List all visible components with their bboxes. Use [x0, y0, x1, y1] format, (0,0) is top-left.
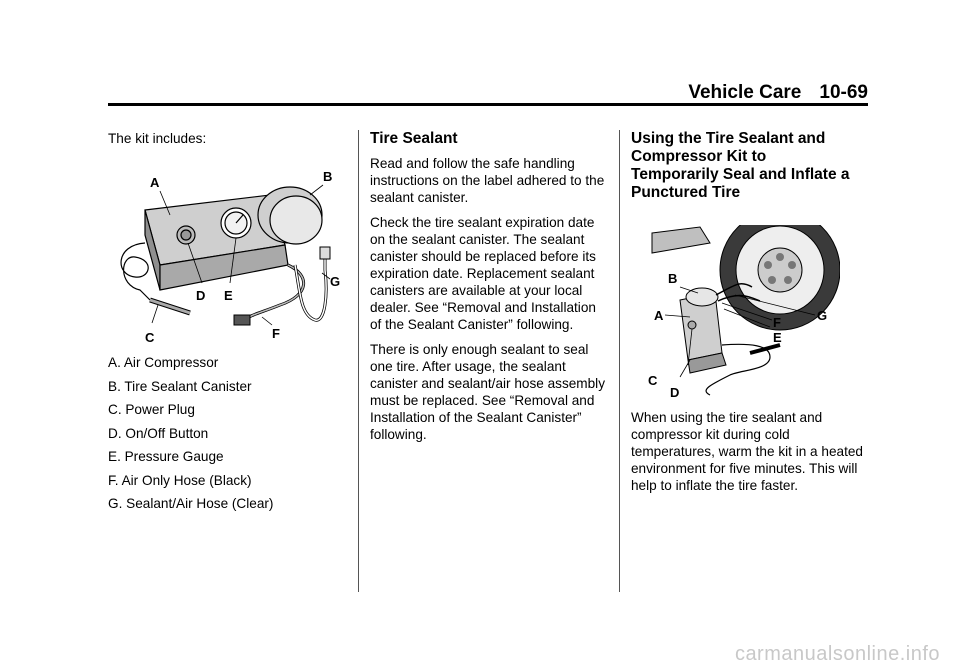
figure1-label-b: B [323, 169, 333, 184]
column-divider [358, 130, 359, 592]
figure2-label-f: F [773, 315, 781, 330]
paragraph: When using the tire sealant and compressor kit during cold temperatures, warm the kit in a heated environment for five minutes. This will help to inflate the tire faster. [631, 410, 863, 493]
section-heading: Using the Tire Sealant and Compressor Kit to Temporarily Seal and Inflate a Punctured Tire [631, 130, 850, 201]
legend-item: B. Tire Sealant Canister [108, 378, 252, 394]
column-tire-sealant [370, 130, 608, 451]
figure2-label-g: G [817, 308, 828, 323]
column-divider [619, 130, 620, 592]
page-number: 10-69 [819, 82, 868, 103]
section-title: Vehicle Care [688, 82, 802, 103]
legend-item: A. Air Compressor [108, 355, 219, 370]
kit-in-use-illustration [640, 225, 840, 400]
legend-item: E. Pressure Gauge [108, 449, 224, 464]
kit-intro: The kit includes: [108, 131, 207, 146]
figure2-label-a: A [654, 308, 664, 323]
figure1-label-a: A [150, 175, 160, 190]
column-kit-contents [108, 130, 348, 155]
kit-illustration [110, 165, 350, 345]
figure1-label-e: E [224, 288, 233, 303]
paragraph: Read and follow the safe handling instructions on the label adhered to the sealant canister. [370, 156, 605, 205]
figure1-label-c: C [145, 330, 155, 345]
header-rule [108, 103, 868, 106]
figure2-label-d: D [670, 385, 680, 400]
figure1-label-d: D [196, 288, 206, 303]
legend-item: G. Sealant/Air Hose (Clear) [108, 496, 274, 511]
legend-item: D. On/Off Button [108, 425, 209, 441]
legend-item: F. Air Only Hose (Black) [108, 472, 252, 488]
figure2-label-c: C [648, 373, 658, 388]
legend-item: C. Power Plug [108, 402, 195, 417]
figure1-label-f: F [272, 326, 280, 341]
page-header [688, 82, 868, 104]
section-heading: Tire Sealant [370, 130, 458, 147]
figure2-label-b: B [668, 271, 678, 286]
figure2-label-e: E [773, 330, 782, 345]
kit-legend [108, 354, 273, 519]
paragraph: There is only enough sealant to seal one tire. After usage, the sealant canister and sealant/air hose assembly must be replaced. See “Removal and Installation of the Sealant Canister” following. [370, 342, 605, 442]
figure1-label-g: G [330, 274, 341, 289]
watermark: carmanualsonline.info [734, 643, 940, 665]
paragraph: Check the tire sealant expiration date on the sealant canister. The sealant canister should be replaced before its expiration date. Replacement sealant canisters are available at your local dealer. See “Removal and Installation of the Sealant Canister” following. [370, 215, 596, 332]
